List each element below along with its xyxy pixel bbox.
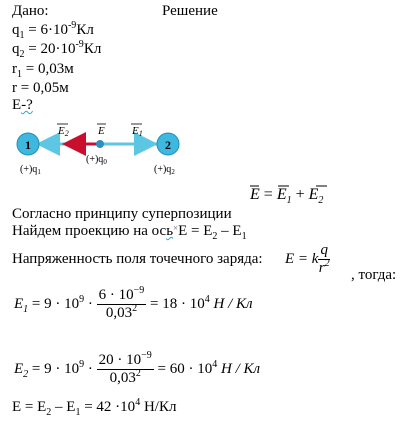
given-r: r = 0,05м xyxy=(12,80,69,96)
q1-sign: $(+)q_1$ xyxy=(20,164,41,176)
q2-sign: $(+)q_2$ xyxy=(154,164,175,176)
projection-line: Найдем проекцию на $ось^\times E = E_2 - E_1$ xyxy=(12,223,247,242)
e1-calculation: $E_1 = 9 \cdot 10^9$ · $\frac{6 \cdot 10^{-9}}{0,03^2}$ = $18 \cdot 10^4$ Н / Кл xyxy=(14,285,253,321)
e1-label: E1 xyxy=(132,125,143,138)
solution-heading: Решение xyxy=(162,3,218,19)
given-q1: $q_1 = 6\cdot 10^{-9}Кл$ xyxy=(12,20,94,41)
e-label: E xyxy=(98,125,105,137)
field-formula: E = k $\frac{q}{r^2}$ xyxy=(285,242,330,276)
field-tail: , тогда: xyxy=(351,267,397,283)
e2-label: E2 xyxy=(58,125,69,138)
e2-calculation: $E_2 = 9 \cdot 10^9$ · $\frac{20 \cdot 10^{-9}}{0,03^2}$ = $60 \cdot 10^4$ Н / Кл xyxy=(14,350,261,386)
given-q2: $q_2 = 20\cdot 10^{-9}Кл$ xyxy=(12,39,102,60)
charges-diagram xyxy=(8,118,208,180)
given-heading: Дано: xyxy=(12,3,49,19)
test-charge xyxy=(96,140,104,148)
field-text: Напряженность поля точечного заряда: xyxy=(12,251,263,267)
vector-equation: $E = E_1 + E_2$ xyxy=(250,186,324,207)
given-r1: $r_1 = 0,03м$ xyxy=(12,61,74,80)
superposition-line: Согласно принципу суперпозиции xyxy=(12,206,232,222)
charge-2-label: 2 xyxy=(165,138,171,152)
final-answer: $E = E_2 - E_1 = 42 \cdot 10^4$ Н/Кл xyxy=(12,397,177,418)
q0-sign: $(+)q_0$ xyxy=(86,154,107,166)
given-find: E-? xyxy=(12,97,33,113)
charge-1-label: 1 xyxy=(25,138,31,152)
vector-bars xyxy=(248,183,338,189)
